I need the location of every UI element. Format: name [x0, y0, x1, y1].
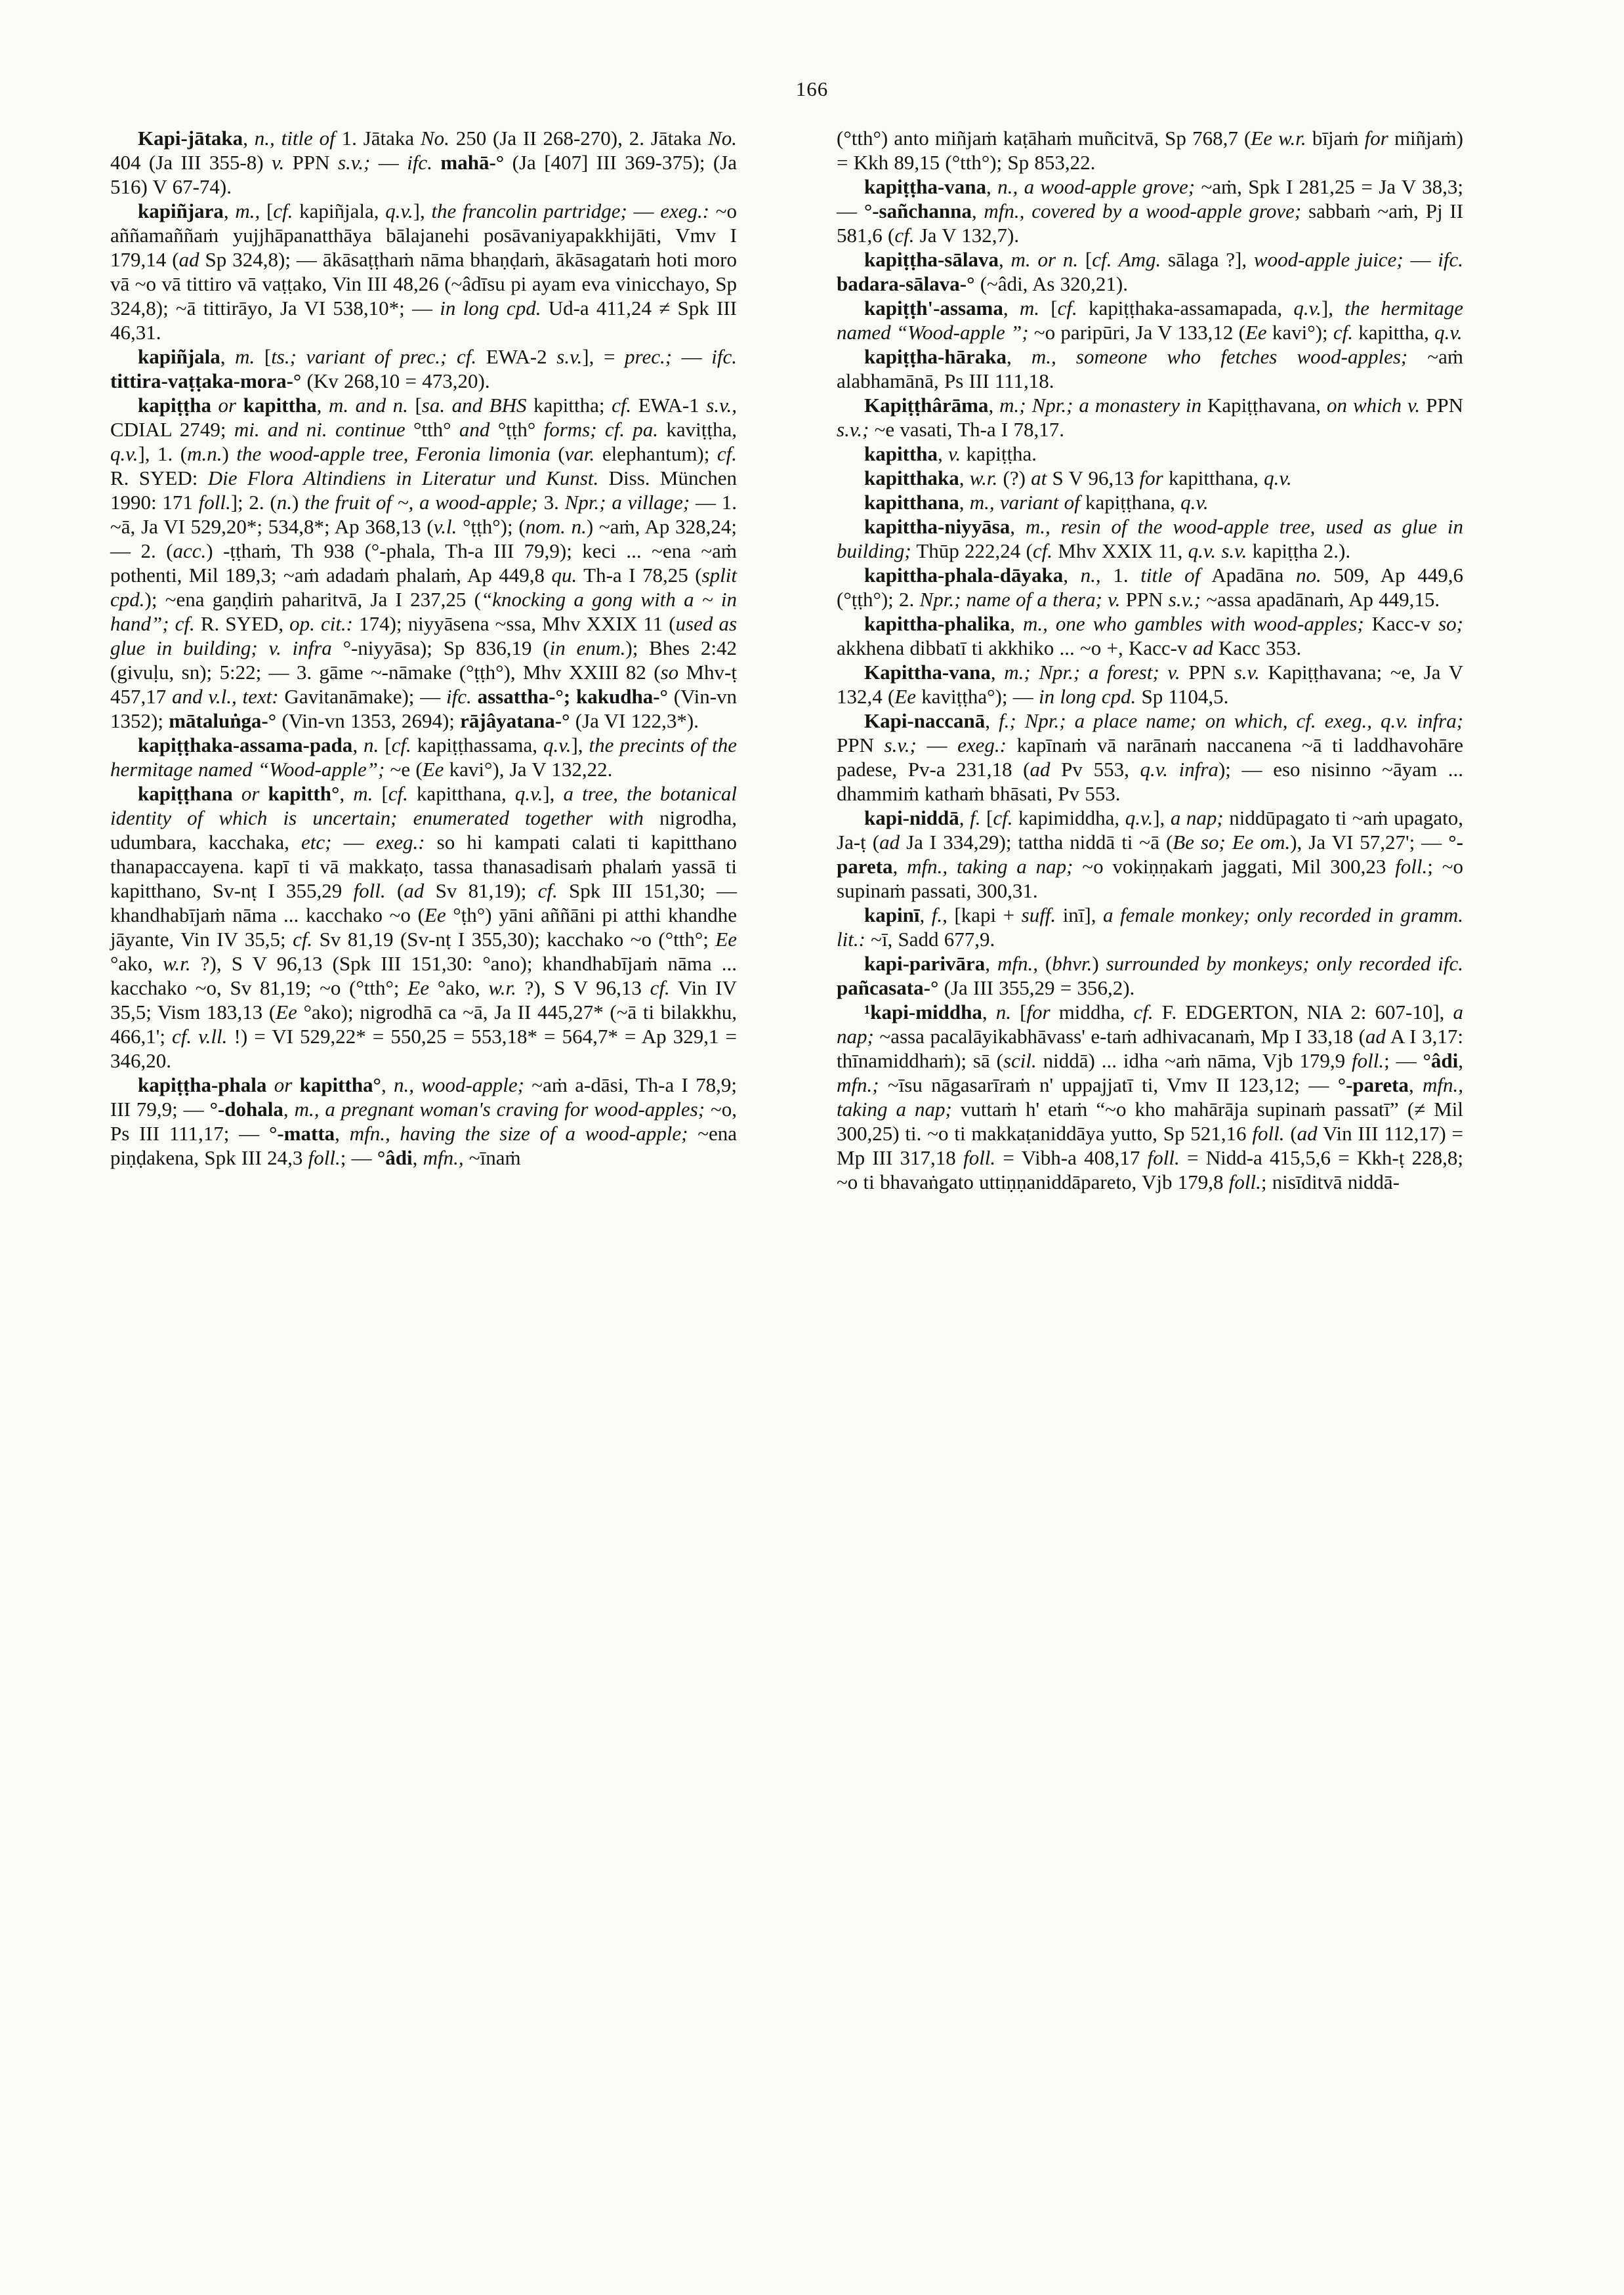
dictionary-entry: kapitthaka, w.r. (?) at S V 96,13 for kapitthana, q.v.	[864, 466, 1292, 489]
dictionary-entry: ¹kapi-middha, n. [for middha, cf. F. EDGERTON, NIA 2: 607-10], a nap; ~assa pacalāyikabhāvass' e-taṁ adhivacanaṁ, Mp I 33,18 (ad A I 3,17: thīnamiddhaṁ); sā (scil. niddā) ... idha ~aṁ nāma, Vjb 179,9 foll.; — °âdi, mfn.; ~īsu nāgasarīraṁ n' uppajjatī ti, Vmv II 123,12; — °-pareta, mfn., taking a nap; vuttaṁ h' etaṁ “~o kho mahārāja supinaṁ passatī” (≠ Mil 300,25) ti. ~o ti makkaṭaniddāya yutto, Sp 521,16 foll. (ad Vin III 112,17) = Mp III 317,18 foll. = Vibh-a 408,17 foll. = Nidd-a 415,5,6 = Kkh-ṭ 228,8; ~o ti bhavaṅgato uttiṇṇaniddāpareto, Vjb 179,8 foll.; nisīditvā niddā-	[837, 1001, 1464, 1193]
dictionary-entry: kapittha-phala-dāyaka, n., 1. title of Apadāna no. 509, Ap 449,6 (°ṭṭh°); 2. Npr.; name of a thera; v. PPN s.v.; ~assa apadānaṁ, Ap 449,15.	[837, 564, 1463, 611]
dictionary-entry: Kapiṭṭhârāma, m.; Npr.; a monastery in Kapiṭṭhavana, on which v. PPN s.v.; ~e vasati, Th-a I 78,17.	[837, 394, 1464, 441]
dictionary-entry: kapiṭṭha-sālava, m. or n. [cf. Amg. sālaga ?], wood-apple juice; — ifc. badara-sālava-° (~âdi, As 320,21).	[837, 248, 1464, 295]
dictionary-entry: kapiṭṭha-hāraka, m., someone who fetches wood-apples; ~aṁ alabhamānā, Ps III 111,18.	[837, 345, 1463, 392]
dictionary-entry: kapiṭṭha or kapittha, m. and n. [sa. and BHS kapittha; cf. EWA-1 s.v., CDIAL 2749; mi. and ni. continue °tth° and °ṭṭh° forms; cf. pa. kaviṭṭha, q.v.], 1. (m.n.) the wood-apple tree, Feronia limonia (var. elephantum); cf. R. SYED: Die Flora Altindiens in Literatur und Kunst. Diss. München 1990: 171 foll.]; 2. (n.) the fruit of ~, a wood-apple; 3. Npr.; a village; — 1. ~ā, Ja VI 529,20*; 534,8*; Ap 368,13 (v.l. °ṭṭh°); (nom. n.) ~aṁ, Ap 328,24; — 2. (acc.) -ṭṭhaṁ, Th 938 (°-phala, Th-a III 79,9); keci ... ~ena ~aṁ pothenti, Mil 189,3; ~aṁ adadaṁ phalaṁ, Ap 449,8 qu. Th-a I 78,25 (split cpd.); ~ena gaṇḍiṁ paharitvā, Ja I 237,25 (“knocking a gong with a ~ in hand”; cf. R. SYED, op. cit.: 174); niyyāsena ~ssa, Mhv XXIX 11 (used as glue in building; v. infra °-niyyāsa); Sp 836,19 (in enum.); Bhes 2:42 (givuḷu, sn); 5:22; — 3. gāme ~-nāmake (°ṭṭh°), Mhv XXIII 82 (so Mhv-ṭ 457,17 and v.l., text: Gavitanāmake); — ifc. assattha-°; kakudha-° (Vin-vn 1352); mātaluṅga-° (Vin-vn 1353, 2694); rājâyatana-° (Ja VI 122,3*).	[110, 394, 738, 732]
dictionary-entry: kapiñjala, m. [ts.; variant of prec.; cf. EWA-2 s.v.], = prec.; — ifc. tittira-vaṭṭaka-mora-° (Kv 268,10 = 473,20).	[110, 345, 737, 392]
left-column	[110, 126, 737, 1170]
dictionary-entry: Kapi-naccanā, f.; Npr.; a place name; on which, cf. exeg., q.v. infra; PPN s.v.; — exeg.: kapīnaṁ vā narānaṁ naccanena ~ā ti laddhavohāre padese, Pv-a 231,18 (ad Pv 553, q.v. infra); — eso nisinno ~āyam ... dhammiṁ kathaṁ bhāsati, Pv 553.	[837, 709, 1464, 805]
text-columns	[110, 126, 1463, 1194]
dictionary-entry: kapittha-niyyāsa, m., resin of the wood-apple tree, used as glue in building; Thūp 222,24 (cf. Mhv XXIX 11, q.v. s.v. kapiṭṭha 2.).	[837, 515, 1464, 562]
dictionary-entry: kapinī, f., [kapi + suff. inī], a female monkey; only recorded in gramm. lit.: ~ī, Sadd 677,9.	[837, 903, 1463, 951]
dictionary-entry: kapiṭṭhana or kapitth°, m. [cf. kapitthana, q.v.], a tree, the botanical identity of which is uncertain; enumerated together with nigrodha, udumbara, kacchaka, etc; — exeg.: so hi kampati calati ti kapitthano thanapaccayena. kapī ti vā makkaṭo, tassa thanasadisaṁ phalaṁ yassā ti kapitthano, Sv-nṭ I 355,29 foll. (ad Sv 81,19); cf. Spk III 151,30; — khandhabījaṁ nāma ... kacchako ~o (Ee °ṭh°) yāni aññāni pi atthi khandhe jāyante, Vin IV 35,5; cf. Sv 81,19 (Sv-nṭ I 355,30); kacchako ~o (°tth°; Ee °ako, w.r. ?), S V 96,13 (Spk III 151,30: °ano); khandhabījaṁ nāma ... kacchako ~o, Sv 81,19; ~o (°tth°; Ee °ako, w.r. ?), S V 96,13 cf. Vin IV 35,5; Vism 183,13 (Ee °ako); nigrodhā ca ~ā, Ja II 445,27* (~ā ti bilakkhu, 466,1'; cf. v.ll. !) = VI 529,22* = 550,25 = 553,18* = 564,7* = Ap 329,1 = 346,20.	[110, 782, 738, 1072]
dictionary-entry: kapiṭṭhaka-assama-pada, n. [cf. kapiṭṭhassama, q.v.], the precints of the hermitage named “Wood-apple”; ~e (Ee kavi°), Ja V 132,22.	[110, 734, 737, 781]
dictionary-entry: kapittha-phalika, m., one who gambles with wood-apples; Kacc-v so; akkhena dibbatī ti akkhiko ... ~o +, Kacc-v ad Kacc 353.	[837, 612, 1463, 659]
page-number: 166	[795, 77, 829, 100]
dictionary-entry: kapiñjara, m., [cf. kapiñjala, q.v.], the francolin partridge; — exeg.: ~o aññamaññaṁ yujjhāpanatthāya bālajanehi posāvaniyapakkhijāti, Vmv I 179,14 (ad Sp 324,8); — ākāsaṭṭhaṁ nāma bhaṇḍaṁ, ākāsagataṁ hoti moro vā ~o vā tittiro vā vaṭṭako, Vin III 48,26 (~âdīsu pi ayam eva vinicchayo, Sp 324,8); ~ā tittirāyo, Ja VI 538,10*; — in long cpd. Ud-a 411,24 ≠ Spk III 46,31.	[110, 199, 738, 344]
dictionary-entry: Kapi-jātaka, n., title of 1. Jātaka No. 250 (Ja II 268-270), 2. Jātaka No. 404 (Ja III 355-8) v. PPN s.v.; — ifc. mahā-° (Ja [407] III 369-375); (Ja 516) V 67-74).	[110, 127, 738, 198]
dictionary-entry: Kapittha-vana, m.; Npr.; a forest; v. PPN s.v. Kapiṭṭhavana; ~e, Ja V 132,4 (Ee kaviṭṭha°); — in long cpd. Sp 1104,5.	[837, 661, 1464, 708]
dictionary-entry: kapiṭṭha-vana, n., a wood-apple grove; ~aṁ, Spk I 281,25 = Ja V 38,3; — °-sañchanna, mfn., covered by a wood-apple grove; sabbaṁ ~aṁ, Pj II 581,6 (cf. Ja V 132,7).	[837, 175, 1464, 247]
dictionary-entry-continuation: (°tth°) anto miñjaṁ kaṭāhaṁ muñcitvā, Sp 768,7 (Ee w.r. bījaṁ for miñjaṁ) = Kkh 89,15 (°tth°); Sp 853,22.	[837, 127, 1463, 174]
dictionary-entry: kapiṭṭha-phala or kapittha°, n., wood-apple; ~aṁ a-dāsi, Th-a I 78,9; III 79,9; — °-dohala, m., a pregnant woman's craving for wood-apples; ~o, Ps III 111,17; — °-matta, mfn., having the size of a wood-apple; ~ena piṇḍakena, Spk III 24,3 foll.; — °âdi, mfn., ~īnaṁ	[110, 1073, 738, 1169]
dictionary-entry: kapitthana, m., variant of kapiṭṭhana, q.v.	[864, 491, 1209, 514]
dictionary-entry: kapi-parivāra, mfn., (bhvr.) surrounded by monkeys; only recorded ifc. pañcasata-° (Ja III 355,29 = 356,2).	[837, 952, 1464, 999]
dictionary-entry: kapi-niddā, f. [cf. kapimiddha, q.v.], a nap; niddūpagato ti ~aṁ upagato, Ja-ṭ (ad Ja I 334,29); tattha niddā ti ~ā (Be so; Ee om.), Ja VI 57,27'; — °-pareta, mfn., taking a nap; ~o vokiṇṇakaṁ jaggati, Mil 300,23 foll.; ~o supinaṁ passati, 300,31.	[837, 806, 1464, 902]
dictionary-entry: kapittha, v. kapiṭṭha.	[864, 442, 1037, 465]
dictionary-entry: kapiṭṭh'-assama, m. [cf. kapiṭṭhaka-assamapada, q.v.], the hermitage named “Wood-apple ”; ~o paripūri, Ja V 133,12 (Ee kavi°); cf. kapittha, q.v.	[837, 297, 1463, 344]
right-column	[837, 126, 1463, 1194]
